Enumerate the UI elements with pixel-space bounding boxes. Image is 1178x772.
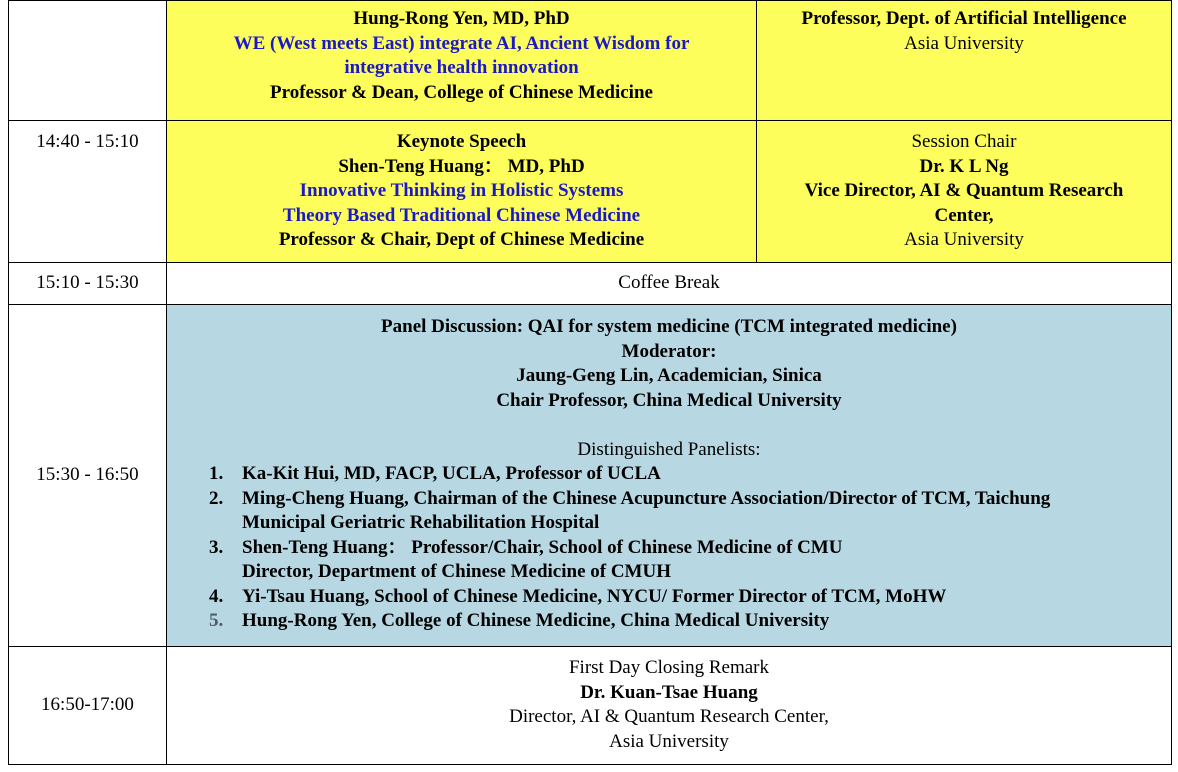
panelist-line: Director, Department of Chinese Medicine of CMUH [242,561,671,582]
schedule-row [9,647,1172,765]
chair-org: Asia University [904,229,1024,250]
moderator-name: Jaung-Geng Lin, Academician, Sinica [516,365,822,386]
panelist-list [167,462,1171,634]
speaker-cell [167,121,757,263]
time-cell [9,305,167,647]
list-item [209,609,1171,634]
schedule-row [9,1,1172,121]
schedule-row [9,263,1172,305]
talk-title-line: WE (West meets East) integrate AI, Ancient Wisdom for [233,32,690,54]
panel-title: Panel Discussion: QAI for system medicine (TCM integrated medicine) [381,316,957,337]
panelist-line: Hung-Rong Yen, College of Chinese Medicine, China Medical University [242,610,830,631]
time-cell [9,647,167,765]
panelist-line: Ka-Kit Hui, MD, FACP, UCLA, Professor of UCLA [242,463,661,484]
closing-speaker-name: Dr. Kuan-Tsae Huang [580,681,758,703]
moderator-role: Chair Professor, China Medical University [496,389,842,411]
speaker-role: Professor & Chair, Dept of Chinese Medicine [278,229,645,250]
talk-title-line: integrative health innovation [344,57,579,78]
schedule-table [8,0,1172,765]
session-type: Keynote Speech [396,131,527,152]
time-label: 15:30 - 16:50 [36,464,139,486]
panelists-label: Distinguished Panelists: [577,438,761,460]
panelist-line: Municipal Geriatric Rehabilitation Hospital [242,512,600,533]
time-cell [9,121,167,263]
panelist-line: Yi-Tsau Huang, School of Chinese Medicine, NYCU/ Former Director of TCM, MoHW [242,585,947,607]
schedule-row [9,305,1172,647]
closing-speaker-role: Director, AI & Quantum Research Center, [509,706,829,727]
list-number: 2. [209,487,224,509]
list-number: 1. [209,463,224,484]
speaker-cell [167,1,757,121]
list-item [209,462,1171,487]
chair-cell [757,121,1172,263]
chair-org: Asia University [904,32,1024,54]
list-item [209,536,1171,585]
chair-label: Session Chair [911,131,1017,152]
list-number: 4. [209,585,224,607]
list-number: 3. [209,536,224,558]
time-cell [9,263,167,305]
chair-cell [757,1,1172,121]
talk-title-line: Theory Based Traditional Chinese Medicine [282,204,641,226]
list-item [209,487,1171,536]
chair-role: Vice Director, AI & Quantum Research [804,180,1124,201]
speaker-role: Professor & Dean, College of Chinese Medicine [270,81,653,103]
list-item [209,585,1171,610]
time-label: 14:40 - 15:10 [36,131,139,152]
chair-role: Center, [934,204,994,226]
time-cell [9,1,167,121]
closing-speaker-org: Asia University [609,730,729,752]
panelist-line: Shen-Teng Huang： Professor/Chair, School of Chinese Medicine of CMU [242,536,843,558]
speaker-name: Hung-Rong Yen, MD, PhD [353,8,570,29]
break-label: Coffee Break [618,272,720,294]
list-number: 5. [209,610,224,631]
schedule-row [9,121,1172,263]
talk-title-line: Innovative Thinking in Holistic Systems [299,180,624,201]
chair-role: Professor, Dept. of Artificial Intelligence [801,8,1127,29]
moderator-label: Moderator: [621,340,717,362]
spacer [167,413,1171,438]
panelist-line: Ming-Cheng Huang, Chairman of the Chinese Acupuncture Association/Director of TCM, Taichung [242,487,1051,509]
chair-name: Dr. K L Ng [919,155,1009,177]
time-label: 15:10 - 15:30 [36,272,139,294]
speaker-name: Shen-Teng Huang： MD, PhD [338,155,585,177]
break-cell [167,263,1172,305]
panel-cell [167,305,1172,647]
closing-cell [167,647,1172,765]
closing-label: First Day Closing Remark [568,657,770,678]
time-label: 16:50-17:00 [41,694,134,716]
